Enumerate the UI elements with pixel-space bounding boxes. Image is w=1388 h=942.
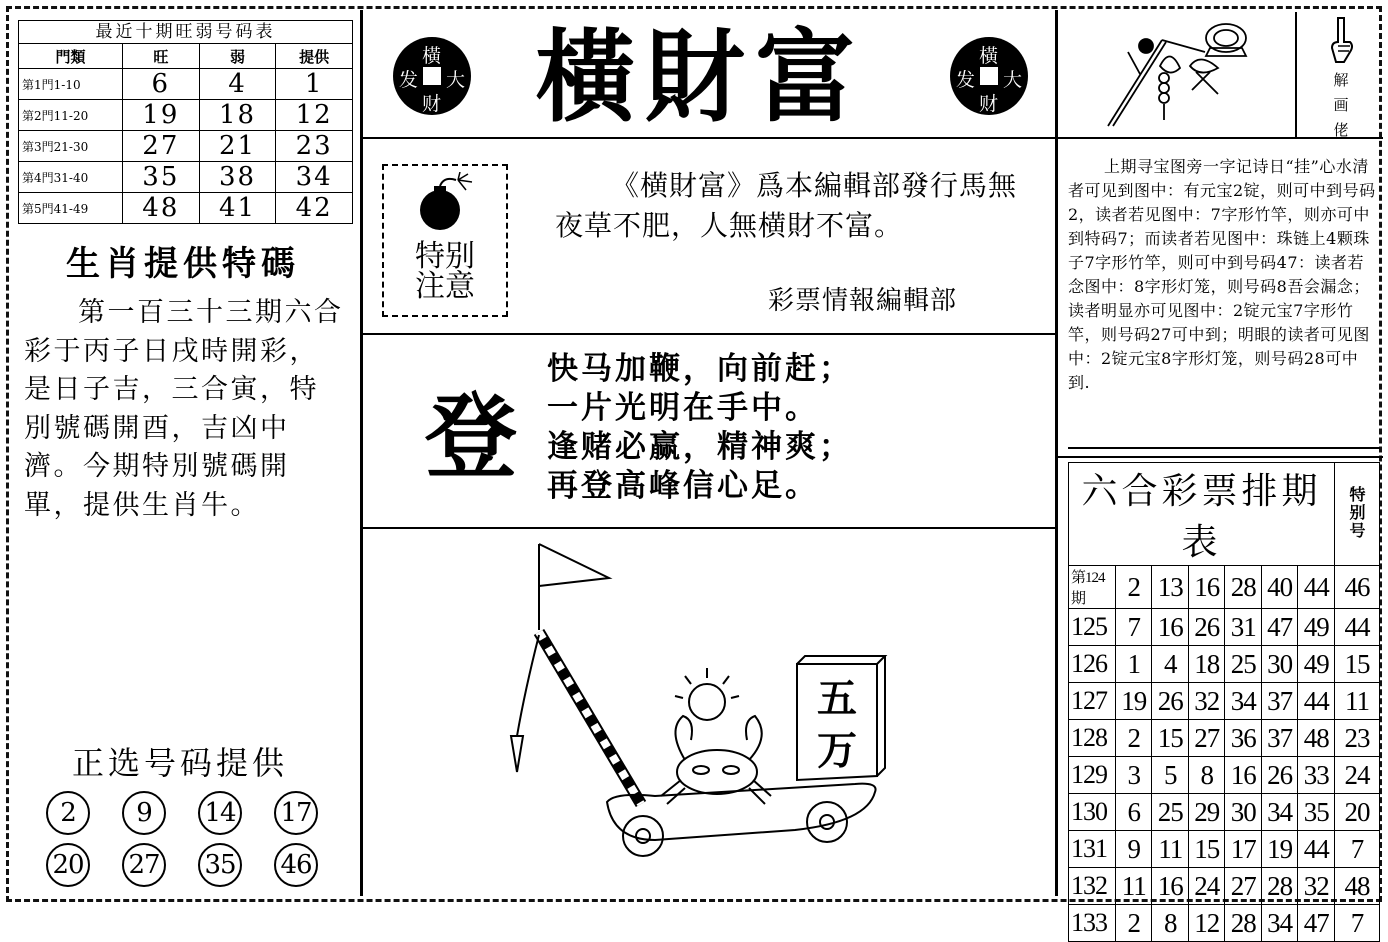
divider-right (1055, 10, 1058, 896)
number-cell: 6 (1116, 794, 1152, 831)
period-cell: 128 (1069, 720, 1116, 757)
divider-notice (362, 333, 1057, 335)
notice-signature: 彩票情報編輯部 (768, 286, 958, 316)
table-row (1069, 868, 1380, 905)
coin-char: 橫 (979, 45, 999, 67)
notice-text: 《横財富》爲本編輯部發行馬無夜草不肥，人無横財不富。 (555, 169, 1018, 242)
cell-value: 42 (276, 193, 353, 224)
number-cell: 28 (1225, 905, 1261, 942)
column-header: 提供 (276, 44, 353, 69)
special-header-char: 别 (1349, 505, 1365, 522)
box-text: 万 (817, 728, 857, 774)
number-cell: 47 (1261, 609, 1297, 646)
divider-rebus-label (1295, 12, 1297, 138)
number-cell: 40 (1261, 566, 1297, 609)
cell-value: 48 (123, 193, 200, 224)
verse-block (547, 350, 957, 506)
coin-char: 大 (1003, 69, 1023, 91)
number-cell: 30 (1261, 646, 1297, 683)
cell-value: 19 (123, 100, 200, 131)
coin-icon-right (950, 37, 1028, 115)
number-cell: 11 (1116, 868, 1152, 905)
cell-value: 38 (199, 162, 276, 193)
table-row (1069, 683, 1380, 720)
zodiac-body: 第一百三十三期六合彩于丙子日戌時開彩，是日子吉，三合寅，特別號碼開酉，吉凶中濟。今期特別號碼開單，提供生肖牛。 (24, 297, 344, 521)
number-cell: 1 (1116, 646, 1152, 683)
number-cell: 19 (1116, 683, 1152, 720)
row-label: 第5門41-49 (19, 193, 123, 224)
number-cell: 34 (1225, 683, 1261, 720)
table-row (1069, 566, 1380, 609)
number-cell: 5 (1152, 757, 1188, 794)
number-cell: 24 (1188, 868, 1224, 905)
special-cell: 20 (1335, 794, 1380, 831)
column-header: 門類 (19, 44, 123, 69)
crab-cart-illustration (495, 540, 905, 860)
number-cell: 33 (1298, 757, 1335, 794)
pick-number: 20 (46, 843, 90, 887)
number-cell: 16 (1188, 566, 1224, 609)
cell-value: 23 (276, 131, 353, 162)
notice-label-line: 注意 (415, 269, 475, 304)
number-cell: 2 (1116, 720, 1152, 757)
table-header-row (19, 44, 353, 69)
recent-table-caption: 最近十期旺弱号码表 (18, 20, 353, 43)
number-cell: 44 (1298, 566, 1335, 609)
coin-char: 财 (979, 93, 999, 115)
special-cell: 48 (1335, 868, 1380, 905)
solve-label (1326, 68, 1356, 143)
divider-clue-2 (1058, 456, 1383, 458)
number-cell: 8 (1152, 905, 1188, 942)
period-cell: 129 (1069, 757, 1116, 794)
divider-clue-1 (1068, 447, 1380, 449)
coin-char: 发 (399, 69, 419, 91)
number-cell: 44 (1298, 683, 1335, 720)
cell-value: 41 (199, 193, 276, 224)
table-row (1069, 905, 1380, 942)
table-row (1069, 609, 1380, 646)
coin-char: 财 (422, 93, 442, 115)
page-title: 橫財富 (535, 18, 865, 136)
recent-numbers-table (18, 20, 353, 224)
table-row (1069, 757, 1380, 794)
number-cell: 25 (1152, 794, 1188, 831)
special-cell: 44 (1335, 609, 1380, 646)
number-cell: 47 (1298, 905, 1335, 942)
number-cell: 35 (1298, 794, 1335, 831)
special-header-char: 号 (1349, 523, 1365, 540)
solve-label-char: 佬 (1333, 121, 1349, 139)
number-cell: 19 (1261, 831, 1297, 868)
pick-number: 17 (274, 791, 318, 835)
number-cell: 26 (1188, 609, 1224, 646)
number-cell: 37 (1261, 683, 1297, 720)
bomb-icon (418, 172, 478, 234)
number-cell: 26 (1152, 683, 1188, 720)
solve-label-char: 解 (1333, 71, 1349, 89)
verse-line: 再登高峰信心足。 (547, 468, 819, 504)
coin-hole (980, 67, 998, 85)
cell-value: 35 (123, 162, 200, 193)
number-cell: 37 (1261, 720, 1297, 757)
period-cell: 133 (1069, 905, 1116, 942)
pick-number: 9 (122, 791, 166, 835)
number-cell: 17 (1225, 831, 1261, 868)
number-cell: 26 (1261, 757, 1297, 794)
number-cell: 9 (1116, 831, 1152, 868)
pointing-hand-icon (1326, 16, 1356, 64)
number-cell: 8 (1188, 757, 1224, 794)
number-cell: 16 (1225, 757, 1261, 794)
notice-label-line: 特别 (415, 239, 475, 274)
special-cell: 7 (1335, 905, 1380, 942)
period-cell: 第124期 (1069, 566, 1116, 609)
table-row (1069, 794, 1380, 831)
number-cell: 29 (1188, 794, 1224, 831)
rebus-sketch-icon (1100, 16, 1280, 128)
coin-char: 大 (446, 69, 466, 91)
picks-title: 正选号码提供 (71, 744, 288, 782)
number-cell: 48 (1298, 720, 1335, 757)
verse-line: 快马加鞭，向前赶； (547, 351, 853, 387)
period-cell: 130 (1069, 794, 1116, 831)
coin-icon-left (393, 37, 471, 115)
divider-left (360, 10, 363, 896)
number-cell: 36 (1225, 720, 1261, 757)
number-cell: 3 (1116, 757, 1152, 794)
coin-char: 发 (956, 69, 976, 91)
number-cell: 13 (1152, 566, 1188, 609)
pick-number: 46 (274, 843, 318, 887)
zodiac-title: 生肖提供特碼 (66, 244, 300, 284)
period-cell: 131 (1069, 831, 1116, 868)
table-row (19, 100, 353, 131)
special-cell: 46 (1335, 566, 1380, 609)
number-cell: 49 (1298, 609, 1335, 646)
special-cell: 7 (1335, 831, 1380, 868)
number-cell: 27 (1225, 868, 1261, 905)
column-header: 旺 (123, 44, 200, 69)
special-header (1335, 463, 1380, 566)
schedule-header-row (1069, 463, 1380, 566)
number-cell: 4 (1152, 646, 1188, 683)
row-label: 第3門21-30 (19, 131, 123, 162)
number-cell: 31 (1225, 609, 1261, 646)
table-row (1069, 831, 1380, 868)
notice-label (382, 239, 508, 304)
cell-value: 21 (199, 131, 276, 162)
divider-header (362, 137, 1057, 139)
table-row (19, 131, 353, 162)
number-cell: 44 (1298, 831, 1335, 868)
cell-value: 18 (199, 100, 276, 131)
cell-value: 6 (123, 69, 200, 100)
number-cell: 11 (1152, 831, 1188, 868)
table-row (19, 162, 353, 193)
period-cell: 132 (1069, 868, 1116, 905)
number-cell: 49 (1298, 646, 1335, 683)
table-row (1069, 720, 1380, 757)
schedule-title: 六合彩票排期表 (1069, 463, 1335, 566)
pick-number: 2 (46, 791, 90, 835)
period-cell: 126 (1069, 646, 1116, 683)
number-cell: 15 (1152, 720, 1188, 757)
row-label: 第2門11-20 (19, 100, 123, 131)
number-cell: 16 (1152, 868, 1188, 905)
cell-value: 34 (276, 162, 353, 193)
number-cell: 2 (1116, 905, 1152, 942)
coin-char: 橫 (422, 45, 442, 67)
number-cell: 25 (1225, 646, 1261, 683)
verse-big-char: 登 (425, 384, 518, 491)
number-cell: 30 (1225, 794, 1261, 831)
period-cell: 125 (1069, 609, 1116, 646)
period-cell: 127 (1069, 683, 1116, 720)
table-row (19, 193, 353, 224)
number-cell: 27 (1188, 720, 1224, 757)
number-cell: 34 (1261, 905, 1297, 942)
divider-verse (362, 527, 1057, 529)
row-label: 第4門31-40 (19, 162, 123, 193)
number-cell: 15 (1188, 831, 1224, 868)
box-text: 五 (817, 676, 857, 722)
verse-line: 逢赌必赢，精神爽； (547, 429, 853, 465)
coin-hole (423, 67, 441, 85)
special-cell: 23 (1335, 720, 1380, 757)
verse-line: 一片光明在手中。 (547, 390, 819, 426)
clue-text: 上期寻宝图旁一字记诗日“挂”心水清者可见到图中：有元宝2锭，则可中到号码2，读者若见图中：7字形竹竿，则亦可中到特码7；而读者若见图中：珠链上4颗珠子7字形竹竿，则可中到号码47：读者若念图中：8字形灯笼，则号码8吾会漏念；读者明显亦可见图中：2锭元宝7字形竹竿，则号码27可中到；明眼的读者可见图中：2锭元宝8字形灯笼，则号码28可中到. (1068, 157, 1376, 392)
row-label: 第1門1-10 (19, 69, 123, 100)
special-cell: 24 (1335, 757, 1380, 794)
table-row (19, 69, 353, 100)
number-cell: 34 (1261, 794, 1297, 831)
cell-value: 1 (276, 69, 353, 100)
column-header: 弱 (199, 44, 276, 69)
cell-value: 12 (276, 100, 353, 131)
special-cell: 15 (1335, 646, 1380, 683)
cell-value: 4 (199, 69, 276, 100)
number-cell: 2 (1116, 566, 1152, 609)
number-cell: 7 (1116, 609, 1152, 646)
special-cell: 11 (1335, 683, 1380, 720)
cell-value: 27 (123, 131, 200, 162)
table-row (1069, 646, 1380, 683)
number-cell: 32 (1298, 868, 1335, 905)
pick-number: 14 (198, 791, 242, 835)
pick-number: 27 (122, 843, 166, 887)
number-cell: 16 (1152, 609, 1188, 646)
schedule-table (1068, 462, 1380, 942)
pick-number: 35 (198, 843, 242, 887)
number-cell: 28 (1225, 566, 1261, 609)
solve-label-char: 画 (1333, 96, 1349, 114)
special-header-char: 特 (1349, 487, 1365, 504)
number-cell: 12 (1188, 905, 1224, 942)
number-cell: 28 (1261, 868, 1297, 905)
number-cell: 18 (1188, 646, 1224, 683)
number-cell: 32 (1188, 683, 1224, 720)
